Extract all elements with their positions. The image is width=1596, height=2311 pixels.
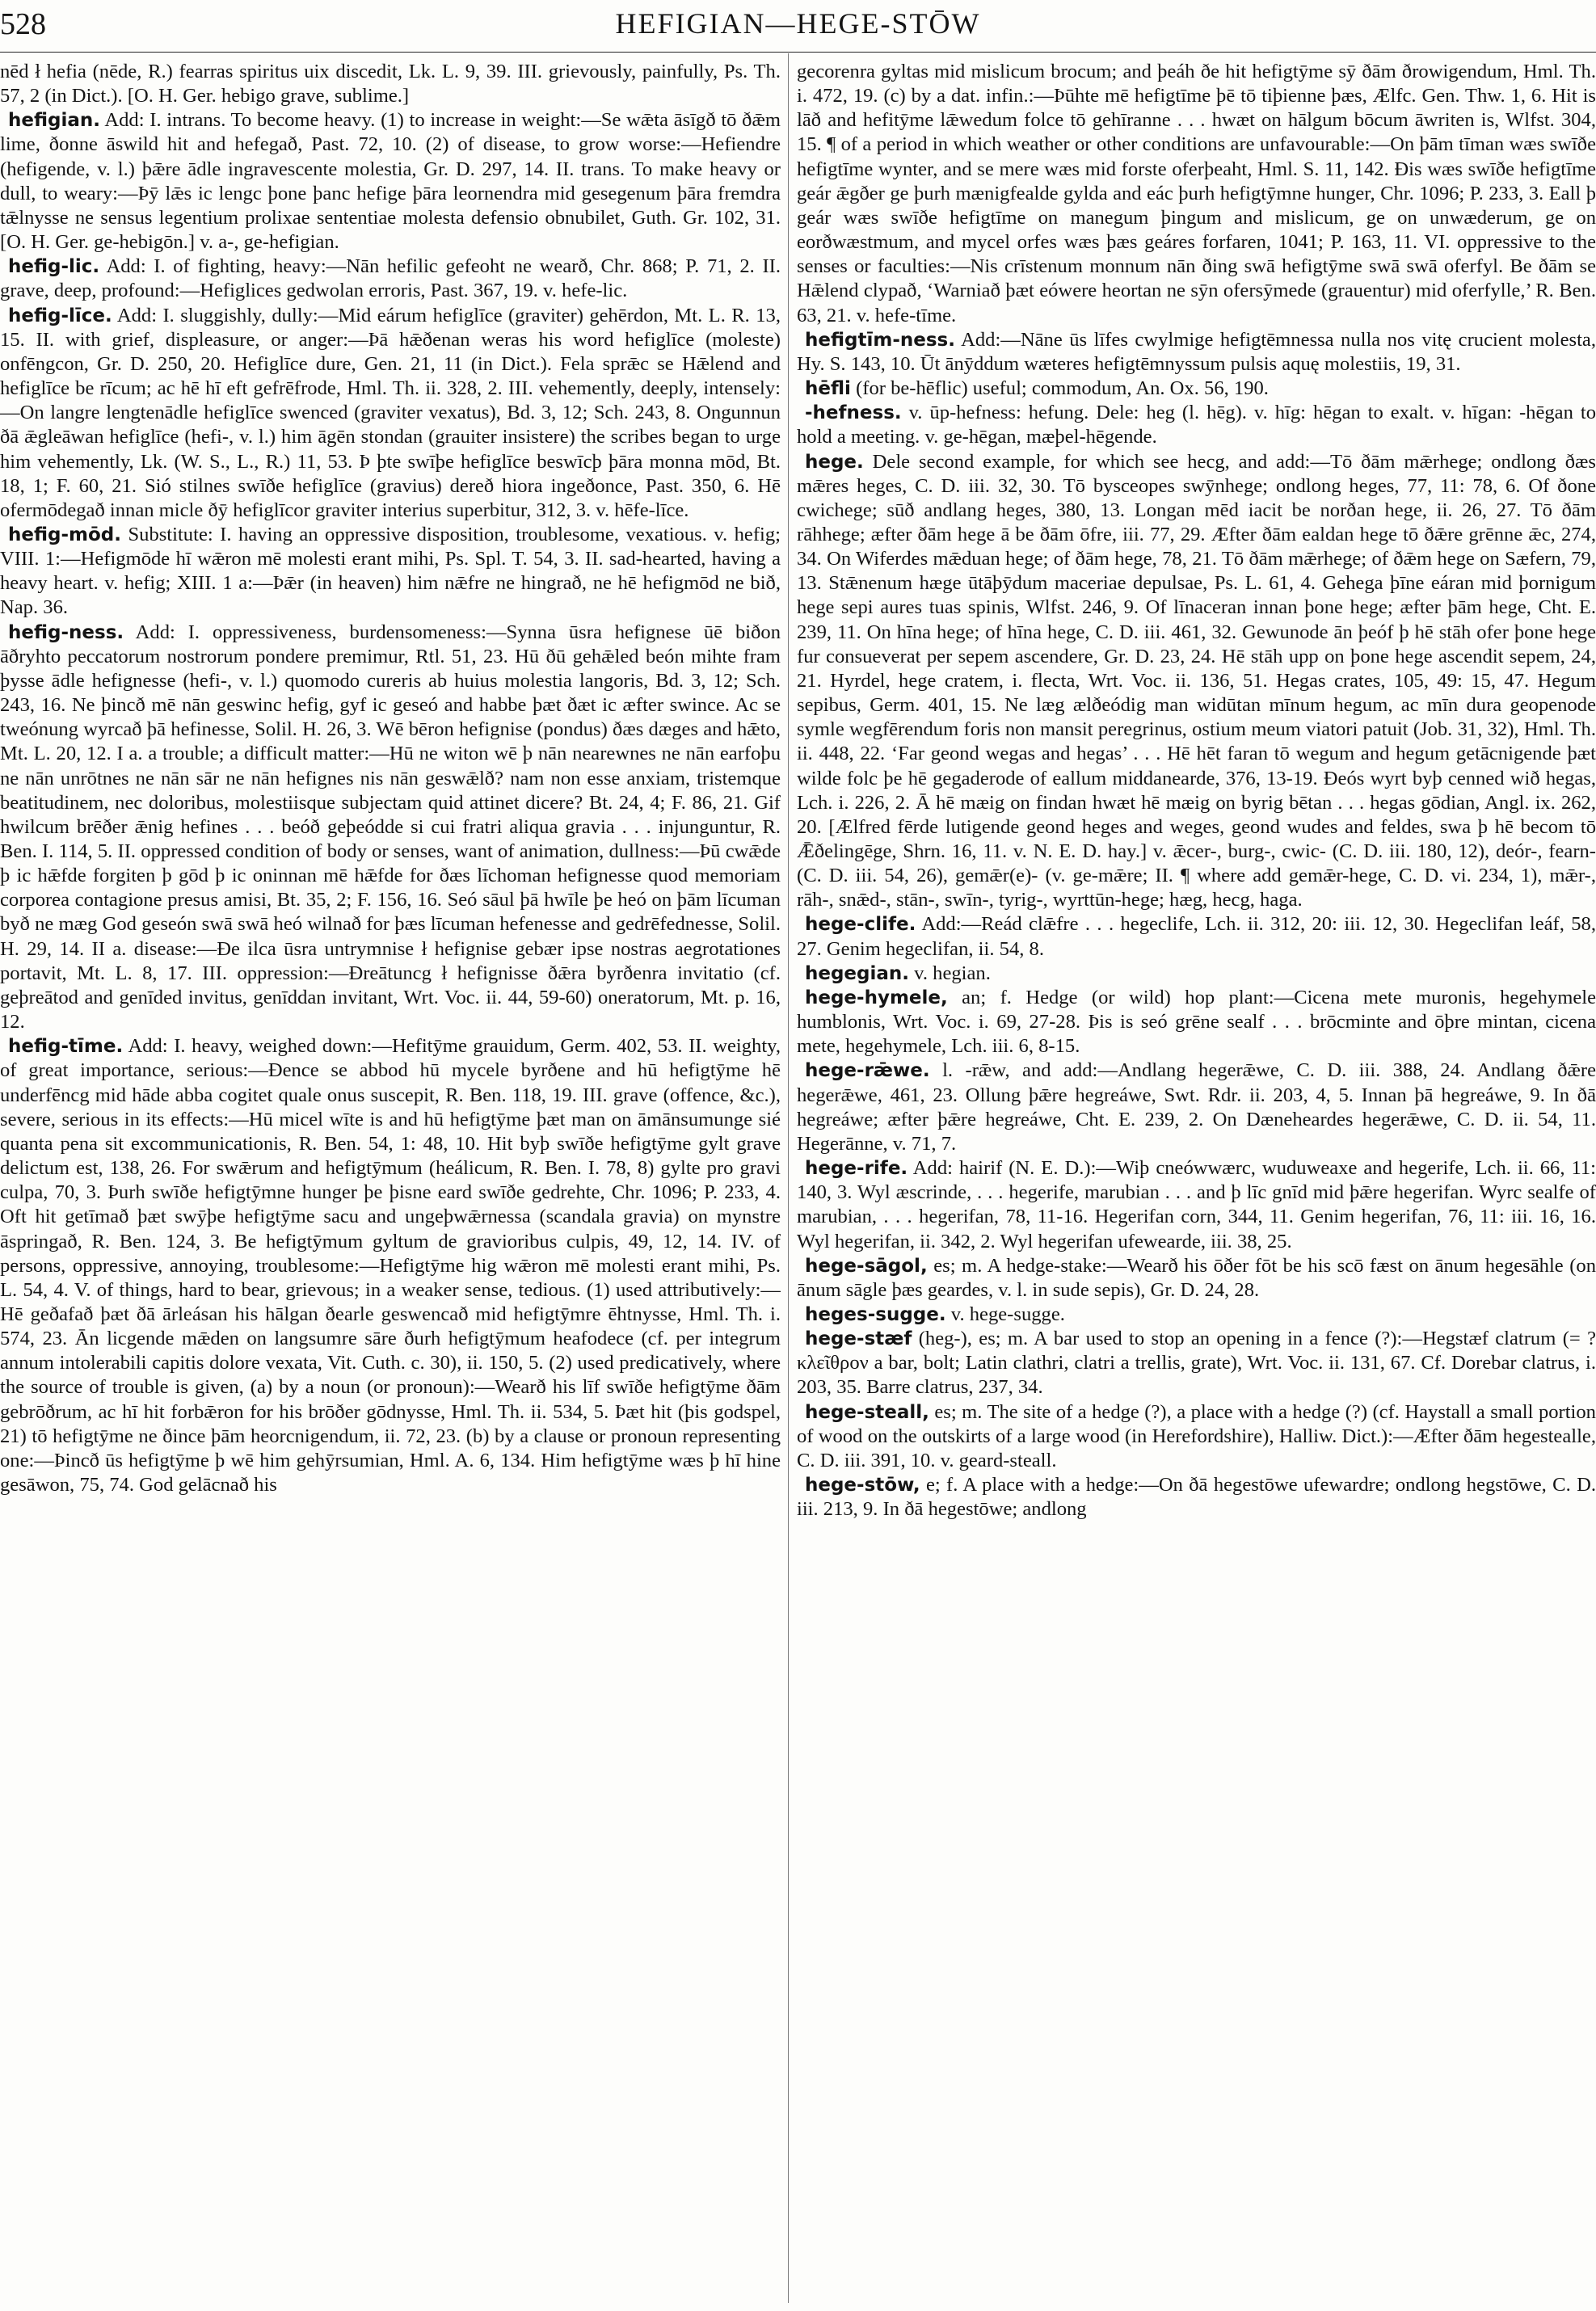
entry-text: v. hegian.	[914, 962, 991, 984]
entry-text: v. hege-sugge.	[950, 1303, 1065, 1325]
page-number: 528	[0, 7, 46, 41]
entry-text: Add: I. sluggishly, dully:—Mid eárum hefiglīce (graviter) gehērdon, Mt. L. R. 13, 15. II. with grief, displeasure, or anger:—Þā hǣðenan weras his word hefiglīce (moleste) onfēngcon, Gr. D. 250, 20. Hefiglīce dure, Gen. 21, 11 (in Dict.). Fela sprǣc se Hǣlend and hefiglīce be rīcum; ac hē hī eft gefrēfrode, Hml. Th. ii. 328, 2. III. vehemently, deeply, intensely:—On langre lengtenādle hefiglīce swenced (graviter vexatus), Bd. 3, 12; Sch. 243, 8. Ongunnun ðā ǣgleāwan hefiglīce (hefi-, v. l.) him āgēn stondan (grauiter insistere) the scribes began to urge him vehemently, Lk. (W. S., L., R.) 11, 53. Þ þte swīþe hefiglīce beswīcþ þāra monna mōd, Bt. 18, 1; F. 60, 21. Sió stilnes swīðe hefiglīce (gravius) dereð hiora ingeðonce, Past. 350, 6. Hē ofermōdegað innan micle ðȳ hefiglīcor graviter interius superbitur, 312, 3. v. hēfe-līce.	[0, 304, 781, 521]
entry-text: v. ūp-hefness: hefung. Dele: heg (l. hēg). v. hīg: hēgan to exalt. v. hīgan: -hēgan to hold a meeting. v. ge-hēgan, mæþel-hēgende.	[797, 402, 1596, 448]
entry-text: (for be-hēflic) useful; commodum, An. Ox. 56, 190.	[856, 377, 1269, 400]
entry-text: Add: I. intrans. To become heavy. (1) to increase in weight:—Se wǣta āsīgð tō ðǣm lime, ðonne āswild hit and hefegað, Past. 72, 10. (2) of disease, to grow worse:—Hefiendre (hefigende, v. l.) þǣre ādle ingravescente molestia, Gr. D. 297, 14. II. trans. To make heavy or dull, to weary:—Þȳ lǣs ic lengc þone þanc hefige þāra leornendra mid gesegenum þāra fremdra tǣlnysse ne sensus legentium prolixae sententiae molesta defensio obnubilet, Guth. Gr. 102, 31. [O. H. Ger. ge-hebigōn.] v. a-, ge-hefigian.	[0, 109, 781, 254]
entry-headword: hege-hymele,	[805, 987, 948, 1008]
entry-headword: hege-stōw,	[805, 1475, 920, 1496]
dictionary-entry	[797, 1254, 1596, 1303]
entry-text: es; m. The site of a hedge (?), a place with a hedge (?) (cf. Haystall a small portion of wood on the outskirts of a large wood (in Herefordshire), Halliw. Dict.):—Æfter ðām hegestealle, C. D. iii. 391, 10. v. geard-steall.	[797, 1400, 1596, 1471]
dictionary-entry	[0, 108, 781, 255]
entry-headword: hege-sāgol,	[805, 1255, 928, 1277]
dictionary-entry	[0, 1034, 781, 1497]
entry-headword: hefigtīm-ness.	[805, 329, 955, 351]
entry-headword: hege-steall,	[805, 1401, 929, 1423]
dictionary-entry	[797, 328, 1596, 377]
header-rule	[0, 52, 1596, 53]
entry-text: an; f. Hedge (or wild) hop plant:—Cicena mete muronis, hegehymele humblonis, Wrt. Voc. i. 69, 27-28. Þis is seó grēne sealf . . . brōcminte and ōþre mintan, cicena mete, hegehymele, Lch. iii. 6, 8-15.	[797, 986, 1596, 1058]
dictionary-entry	[797, 1327, 1596, 1400]
dictionary-entry	[797, 986, 1596, 1059]
entry-text: Add: I. oppressiveness, burdensomeness:—Synna ūsra hefignese ūē biðon āðryhto peccatorum nostrorum pondere premimur, Rtl. 51, 23. Hū ðū gehǣled beón mihte fram þysse ādle hefignesse (hefi-, v. l.) quomodo cureris ab huius molestia langoris, Bd. 3, 12; Sch. 243, 16. Ne þincð mē nān geswinc hefig, gyf ic geseó and habbe þæt ðæt ic æfter swince. Ac se tweónung wyrcað þā hefinesse, Solil. H. 26, 3. Wē bēron hefignise (pondus) ðæs dæges and hǣto, Mt. L. 20, 12. I a. a trouble; a difficult matter:—Hū ne witon wē þ nān nearewnes ne nān earfoþu ne nān unrōtnes ne nān sār ne nān hefignes nis nān geswǣlð? nam non esse anxiam, tristemque beatitudinem, nec doloribus, molestiisque subjectam quid attinet dicere? Bt. 24, 4; F. 86, 21. Gif hwilcum brēðer ǣnig hefines . . . beóð geþeódde si cui fratri aliqua gravia . . . injunguntur, R. Ben. I. 114, 5. II. oppressed condition of body or senses, want of animation, dullness:—Þū cwǣde þ ic hǣfde forgiten þ gōd þ ic oninnan mē hǣfde for ðæs līchoman hefignesse quod memoriam corporea contagione presus amisi, Bt. 35, 2; F. 156, 16. Seó sāul þā hwīle þe heó on þām līcuman byð ne mæg God geseón swā swā heó wilnað for þæs līcuman hefenesse and gedrēfednesse, Solil. H. 29, 14. II a. disease:—Ðe ilca ūsra untrymnise ł hefignise gebær ipse nostras aegrotationes portavit, Mt. L. 8, 17. III. oppression:—Ðreātuncg ł hefignisse ðǣra byrðenra invitatio (cf. geþreātod and genīded invitus, genīddan invitant, Wrt. Voc. ii. 44, 59-60) oneratorum, Mt. p. 16, 12.	[0, 621, 781, 1033]
page-header	[0, 6, 1596, 48]
entry-headword: hefig-tīme.	[8, 1036, 124, 1058]
entry-headword: hege-clife.	[805, 914, 916, 936]
dictionary-entry	[797, 962, 1596, 986]
entry-headword: hege-rǣwe.	[805, 1060, 930, 1082]
dictionary-entry	[0, 621, 781, 1035]
running-head: HEFIGIAN—HEGE-STŌW	[615, 7, 981, 40]
entry-headword: hege-stæf	[805, 1328, 912, 1350]
dictionary-entry	[797, 1059, 1596, 1156]
entry-headword: hēfli	[805, 378, 851, 400]
dictionary-entry	[0, 255, 781, 303]
dictionary-entry	[797, 1473, 1596, 1522]
dictionary-entry	[797, 1303, 1596, 1327]
entry-text: Add: hairif (N. E. D.):—Wiþ cneówwærc, wuduweaxe and hegerife, Lch. ii. 66, 11: 140, 3. Wyl æscrinde, . . . hegerife, marubian . . . and þ līc gnīd mid þǣre hegerifan. Wyrc sealfe of marubian, . . . hegerifan, 78, 11-16. Hegerifan corn, 344, 11. Genim hegerifan, 76, 11: iii. 16, 16. Wyl hegerifan, ii. 342, 2. Wyl hegerifan ufeweardе, iii. 38, 25.	[797, 1157, 1596, 1252]
entry-text: Dele second example, for which see hecg, and add:—Tō ðām mǣrhege; ondlong ðæs mǣres heges, C. D. iii. 32, 30. Tō bysceopes swȳnhege; ondlong heges, 77, 11: 78, 6. Of ðone cwichege; sūð andlang heges, 380, 13. Longan mēd iacit be norðan hege, ii. 26, 27. Tō ðām rāhhege; æfter ðām hege ā be ðām ōfre, iii. 77, 29. Æfter ðām ealdan hege tō ðǣre grēnne ǣc, 274, 34. On Wiferdes mǣduan hege; of ðām hege, 78, 21. Tō ðām mǣrhege; of ðǣm hege on Sæfern, 79, 13. Stǣnenum hæge ūtāþȳdum maceriae depulsae, Ps. L. 61, 4. Gehega þīne eáran mid þornigum hege sepi aures tuas spinis, Wlfst. 246, 9. Of līnaceran innan þone hege; æfter þām hege, Cht. E. 239, 11. On hīna hege; of hīna hege, C. D. iii. 461, 32. Gewunode ān þeóf þ hē stāh ofer þone hege fur consueverat per sepem ascendere, Gr. D. 23, 24. Hē stāh upp on þone hege ascendit sepem, 24, 21. Hyrdel, hege cratem, i. flecta, Wrt. Voc. ii. 136, 51. Hegas crates, 105, 49: 15, 47. Hegum sepibus, Germ. 401, 15. Ne læg ælðeódig man widūtan mīnum hegum, ac mīn dura geopenode symle wegfērendum foris non mansit peregrinus, ostium meum viatori patuit (Job. 31, 32), Hml. Th. ii. 448, 22. ‘Far geond wegas and hegas’ . . . Hē hēt faran tō wegum and hegum getācnigende þæt wilde folc þe hē gegaderode of eallum middaneardе, 376, 13-19. Ðeós wyrt byþ cenned wið hegas, Lch. i. 226, 2. Ā hē mæig on findan hwæt hē mæig on byrig bētan . . . hegas gōdian, Angl. ix. 262, 20. [Ælfred fērde lutigende geond heges and weges, geond wudes and feldes, swa þ hē becom tō Ǣðelingēge, Shrn. 16, 11. v. N. E. D. hay.] v. ǣcer-, burg-, cwic- (C. D. iii. 180, 12), deór-, fearn- (C. D. iii. 54, 26), gemǣr(e)- (v. ge-mǣre; II. ¶ where add gemǣr-hege, C. D. vi. 234, 1), mǣr-, rāh-, snǣd-, stān-, swīn-, tyrig-, wyrttūn-hege; hæg, hecg, haga.	[797, 450, 1596, 911]
dictionary-entry	[797, 1156, 1596, 1254]
entry-headword: hegegian.	[805, 962, 910, 984]
dictionary-entry	[797, 1400, 1596, 1473]
dictionary-entry	[797, 377, 1596, 401]
right-column	[797, 60, 1596, 2298]
entry-headword: hefig-mōd.	[8, 524, 121, 545]
entry-text: (heg-), es; m. A bar used to stop an opening in a fence (?):—Hegstæf clatrum (= ? κλεῖθρον a bar, bolt; Latin clathri, clatri a trellis, grate), Wrt. Voc. ii. 131, 67. Cf. Dorebar clatrus, i. 203, 35. Barre clatrus, 237, 34.	[797, 1328, 1596, 1399]
dictionary-entry	[797, 912, 1596, 961]
entry-headword: heges-sugge.	[805, 1303, 946, 1325]
dictionary-entry	[0, 304, 781, 523]
dictionary-entry	[0, 523, 781, 621]
dictionary-entry	[797, 60, 1596, 328]
entry-text: es; m. A hedge-stake:—Wearð his ōðer fōt be his scō fæst on ānum hegesāhle (on ānum sāgle þæs geardes, v. l. in sude sepis), Gr. D. 24, 28.	[797, 1254, 1596, 1301]
entry-text: Add:—Nāne ūs līfes cwylmige hefigtēmnessa nulla nos vitę crucient molesta, Hy. S. 143, 10. Ūt ānȳddum wæteres hefigtēmnyssum pulsis aquę molestiis, 19, 31.	[797, 328, 1596, 375]
entry-headword: hefig-līce.	[8, 305, 112, 326]
entry-text: l. -rǣw, and add:—Andlang hegerǣwe, C. D. iii. 388, 24. Andlang ðǣre hegerǣwe, 461, 23. Ollung þǣre hegreáwe, Swt. Rdr. ii. 203, 4, 5. Innan þā hegreáwe, 9. In ðā hegreáwe; æfter þǣre hegreáwe, Cht. E. 239, 2. On Dæneheardes hegerǣwe, C. D. ii. 54, 11. Hegerānne, v. 71, 7.	[797, 1059, 1596, 1155]
entry-text: Add: I. heavy, weighed down:—Hefitȳme grauidum, Germ. 402, 53. II. weighty, of great importance, serious:—Ðence se abbod hū mycele byrðene and hū hefigtȳme hē underfēncg mid hāde abba cogitet quale onus suscepit, R. Ben. 118, 19. III. grave (offence, &c.), severe, serious in its effects:—Hū micel wīte is and hū hefigtȳme þæt man on āmānsumunge sié quanta pena sit excommunicationis, R. Ben. 54, 1: 48, 10. Hit byþ swīðe hefigtȳme gylt grave delictum est, 138, 26. For swǣrum and hefigtȳmum (heálicum, R. Ben. I. 78, 8) gylte pro gravi culpa, 70, 3. Þurh swīðe hefigtȳmne hunger þe þisne eard swīðe gedrehte, Chr. 1096; P. 233, 4. Oft hit getīmað þæt swȳþe hefigtȳme sacu and ungeþwǣrnessa (scandala gravia) on mynstre āspringað, R. Ben. 124, 3. Be hefigtȳmum gyltum de gravioribus culpis, 49, 12, 14. IV. of persons, oppressive, annoying, troublesome:—Hefigtȳme hig wǣron mē molesti erant mihi, Ps. L. 54, 4. V. of things, hard to bear, grievous; in a weaker sense, tedious. (1) used attributively:—Hē geðafað þæt ðā ārleásan his hālgan ðearle geswencað mid hefigtȳmre ēhtnysse, Hml. Th. i. 574, 23. Ān licgende mǣden on langsumre sāre ðurh hefigtȳmum heafodece (cf. per integrum annum intolerabili capitis dolore vexata, Vit. Cuth. c. 30), ii. 150, 5. (2) used predicatively, where the source of trouble is given, (a) by a noun (or pronoun):—Wearð his līf swīðe hefigtȳme ðām gebrōðrum, ac hī hit forbǣron for his brōðer gōdnysse, Hml. Th. ii. 534, 5. Þæt hit (þis godspel, 21) tō hefigtȳme ne ðince þām heorcnigendum, ii. 72, 23. (b) by a clause or pronoun representing one:—Þincð ūs hefigtȳme þ wē him gehȳrsumian, Hml. A. 6, 134. Him hefigtȳme wæs þ hī hine gesāwon, 75, 74. God gelācnað his	[0, 1035, 781, 1496]
entry-headword: hege.	[805, 451, 864, 473]
entry-text: e; f. A place with a hedge:—On ðā hegestōwe ufewardre; ondlong hegstōwe, C. D. iii. 213, 9. In ðā hegestōwe; andlong	[797, 1474, 1596, 1521]
entry-text: Add:—Reád clǣfre . . . hegeclife, Lch. ii. 312, 20: iii. 12, 30. Hegeclifan leáf, 58, 27. Genim hegeclifan, ii. 54, 8.	[797, 913, 1596, 960]
entry-headword: hefigian.	[8, 110, 101, 132]
entry-text: gecorenra gyltas mid mislicum brocum; and þeáh ðe hit hefigtȳme sȳ ðām ðrowigendum, Hml. Th. i. 472, 19. (c) by a dat. infin.:—Þūhte mē hefigtīme þē tō tiþienne þæs, Ælfc. Gen. Thw. 1, 6. Hit is lāð and hefitȳme lǣwedum folce tō gehīranne . . . hwæt on hālgum bōcum āwriten is, Wlfst. 304, 15. ¶ of a period in which weather or other conditions are unfavourable:—On þām tīman wæs swīðe hefigtīme wynter, and se mere wæs mid forste oferþeaht, Hml. S. 11, 142. Ðis wæs swīðe hefigtīme geár ǣgðer ge þurh mænigfealde gylda and eác þurh hefigtȳmne hunger, Chr. 1096; P. 233, 3. Eall þ geár wæs swīðe hefigtīme on manegum þingum and mislicum, ge on unwæderum, ge on eorðwæstmum, and mycel orfes wæs þæs geáres forfaren, 1041; P. 163, 11. VI. oppressive to the senses or faculties:—Nis crīstenum monnum nān ðing swā hefigtȳme swā swā oferfyl. Be ðām se Hǣlend clypað, ‘Warniað þæt eówere heortan ne sȳn ofersȳmede (grauentur) mid oferfylle,’ R. Ben. 63, 21. v. hefe-tīme.	[797, 61, 1596, 326]
dictionary-entry	[797, 401, 1596, 449]
entry-headword: hege-rife.	[805, 1158, 908, 1180]
entry-text: nēd ł hefia (nēde, R.) fearras spiritus uix discedit, Lk. L. 9, 39. III. grievously, painfully, Ps. Th. 57, 2 (in Dict.). [O. H. Ger. hebigo grave, sublime.]	[0, 61, 781, 107]
entry-headword: -hefness.	[805, 402, 902, 424]
dictionary-entry	[0, 60, 781, 108]
entry-headword: hefig-lic.	[8, 256, 100, 278]
column-divider	[788, 53, 789, 2303]
left-column	[0, 60, 781, 2298]
entry-text: Add: I. of fighting, heavy:—Nān hefilic gefeoht ne wearð, Chr. 868; P. 71, 2. II. grave, deep, profound:—Hefiglices gedwolan erroris, Past. 367, 19. v. hefe-lic.	[0, 255, 781, 302]
entry-headword: hefig-ness.	[8, 621, 124, 643]
entry-text: Substitute: I. having an oppressive disposition, troublesome, vexatious. v. hefig; VIII. 1:—Hefigmōde hī wǣron mē molesti erant mihi, Ps. Spl. T. 54, 3. II. sad-hearted, having a heavy heart. v. hefig; XIII. 1 a:—Þǣr (in heaven) him nǣfre ne hingrað, ne hē hefigmōd ne bið, Nap. 36.	[0, 523, 781, 619]
dictionary-entry	[797, 450, 1596, 913]
